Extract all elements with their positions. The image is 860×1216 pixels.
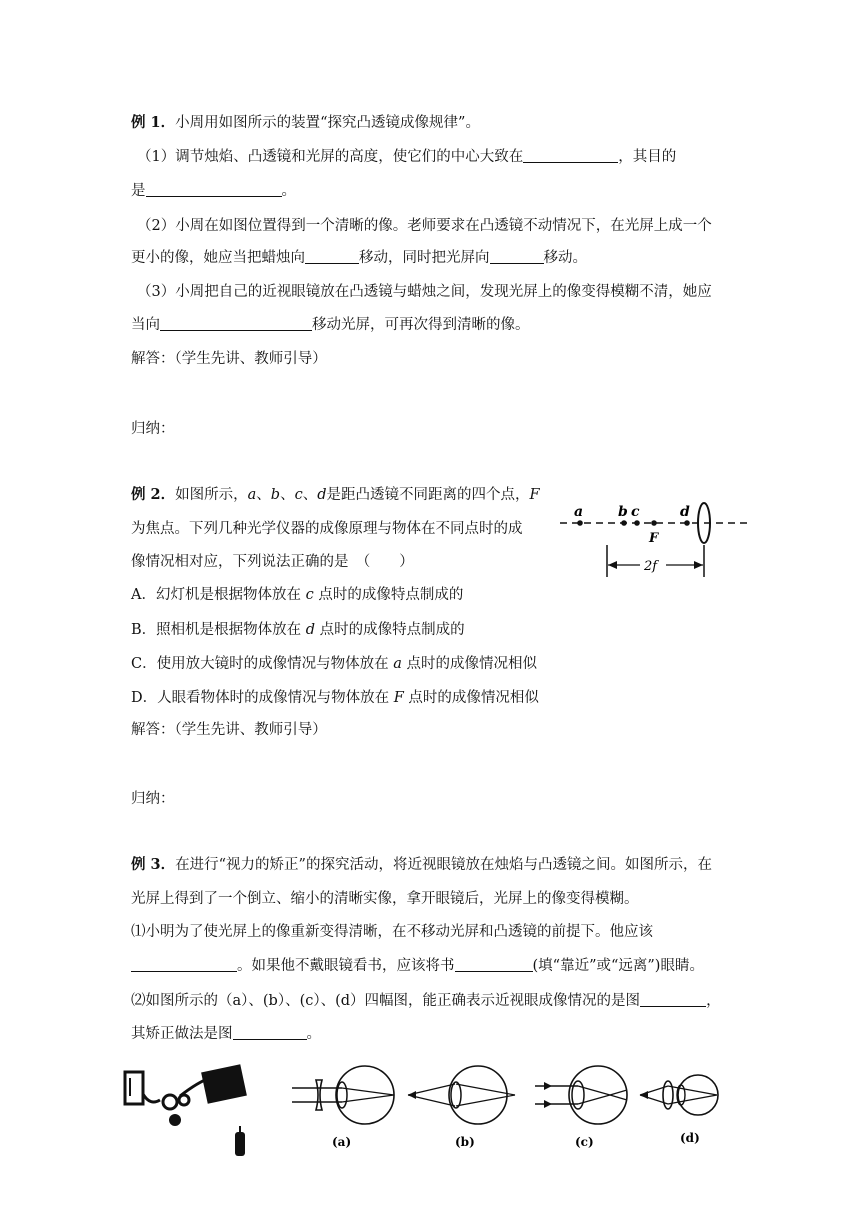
label-d: d bbox=[680, 504, 690, 520]
point-d bbox=[684, 520, 690, 526]
point-b bbox=[621, 520, 627, 526]
ex2-line2: 为焦点。下列几种光学仪器的成像原理与物体在不同点时的成 bbox=[131, 521, 523, 537]
ex2-line1: 例 2．如图所示，a、b、c、d是距凸透镜不同距离的四个点，F bbox=[131, 486, 540, 503]
dim-arrow-right bbox=[694, 561, 703, 569]
eye-diagrams-figure bbox=[120, 1060, 720, 1164]
ex1-blank-3[interactable] bbox=[305, 248, 359, 264]
eye-label-b: (b) bbox=[455, 1135, 475, 1149]
label-F: F bbox=[649, 531, 659, 546]
ex1-q2-line1: （2）小周在如图位置得到一个清晰的像。老师要求在凸透镜不动情况下，在光屏上成一个 bbox=[137, 218, 712, 234]
ex2-option-c[interactable]: C．使用放大镜时的成像情况与物体放在 a 点时的成像情况相似 bbox=[131, 656, 537, 672]
label-a: a bbox=[574, 504, 584, 520]
ex2-line3: 像情况相对应，下列说法正确的是 （ ） bbox=[131, 554, 414, 570]
eye-diagram-a bbox=[292, 1066, 394, 1149]
ex1-title: 小周用如图所示的装置“探究凸透镜成像规律”。 bbox=[175, 115, 480, 131]
ex2-summary: 归纳： bbox=[131, 791, 175, 807]
point-a bbox=[577, 520, 583, 526]
ex1-label: 例 1． bbox=[131, 114, 176, 131]
ex1-q3-line1: （3）小周把自己的近视眼镜放在凸透镜与蜡烛之间，发现光屏上的像变得模糊不清，她应 bbox=[137, 284, 712, 300]
ex3-q1-line1: ⑴小明为了使光屏上的像重新变得清晰，在不移动光屏和凸透镜的前提下。他应该 bbox=[131, 924, 653, 940]
eye-diagram-b bbox=[408, 1066, 515, 1149]
ex2-label: 例 2． bbox=[131, 486, 176, 503]
ex2-option-b[interactable]: B．照相机是根据物体放在 d 点时的成像特点制成的 bbox=[131, 622, 465, 638]
ex1-blank-4[interactable] bbox=[490, 248, 544, 264]
ex1-q3-line2: 当向 移动光屏，可再次得到清晰的像。 bbox=[131, 317, 530, 333]
dim-arrow-left bbox=[608, 561, 617, 569]
eye-label-a: (a) bbox=[332, 1135, 352, 1149]
ex1-answer: 解答：（学生先讲、教师引导） bbox=[131, 351, 327, 367]
ex3-label: 例 3． bbox=[131, 856, 176, 873]
label-2f: 2f bbox=[644, 559, 658, 574]
ex2-answer: 解答：（学生先讲、教师引导） bbox=[131, 722, 327, 738]
ex3-blank-2[interactable] bbox=[455, 956, 533, 972]
point-c bbox=[634, 520, 640, 526]
eye-diagram-d bbox=[640, 1075, 718, 1145]
label-c: c bbox=[631, 504, 640, 520]
eye-diagram-c bbox=[535, 1066, 627, 1149]
ex2-option-a[interactable]: A．幻灯机是根据物体放在 c 点时的成像特点制成的 bbox=[131, 587, 464, 603]
ex1-summary: 归纳： bbox=[131, 421, 175, 437]
ex3-line2: 光屏上得到了一个倒立、缩小的清晰实像，拿开眼镜后，光屏上的像变得模糊。 bbox=[131, 891, 639, 907]
eye-label-c: (c) bbox=[575, 1135, 594, 1149]
ex3-blank-3[interactable] bbox=[640, 991, 706, 1007]
ex3-blank-4[interactable] bbox=[233, 1024, 307, 1040]
ex3-q1-line2: 。如果他不戴眼镜看书，应该将书 (填“靠近”或“远离”)眼睛。 bbox=[131, 956, 704, 976]
point-F bbox=[651, 520, 657, 526]
ex2-option-d[interactable]: D．人眼看物体时的成像情况与物体放在 F 点时的成像情况相似 bbox=[131, 690, 539, 706]
ex1-q1-line1: （1）调节烛焰、凸透镜和光屏的高度，使它们的中心大致在 ，其目的 bbox=[137, 149, 677, 165]
ex3-line1: 例 3．在进行“视力的矫正”的探究活动，将近视眼镜放在烛焰与凸透镜之间。如图所示，在 bbox=[131, 856, 712, 873]
ex3-q2-line1: ⑵如图所示的（a）、(b）、(c）、(d）四幅图，能正确表示近视眼成像情况的是图 ， bbox=[131, 993, 721, 1009]
ex1-blank-2[interactable] bbox=[146, 181, 282, 197]
ex1-blank-5[interactable] bbox=[160, 315, 312, 331]
ex3-q2-line2: 其矫正做法是图 。 bbox=[131, 1026, 321, 1042]
ex3-blank-1[interactable] bbox=[131, 956, 237, 972]
ex1-title-line bbox=[131, 113, 480, 133]
eye-label-d: (d) bbox=[680, 1131, 700, 1145]
apparatus-sketch bbox=[125, 1064, 247, 1156]
lens-axis-figure bbox=[560, 495, 750, 580]
label-b: b bbox=[618, 504, 628, 520]
ex1-q2-line2: 更小的像，她应当把蜡烛向 移动，同时把光屏向 移动。 bbox=[131, 250, 587, 266]
ex1-blank-1[interactable] bbox=[523, 147, 618, 163]
ex1-q1-line2: 是 。 bbox=[131, 183, 296, 199]
